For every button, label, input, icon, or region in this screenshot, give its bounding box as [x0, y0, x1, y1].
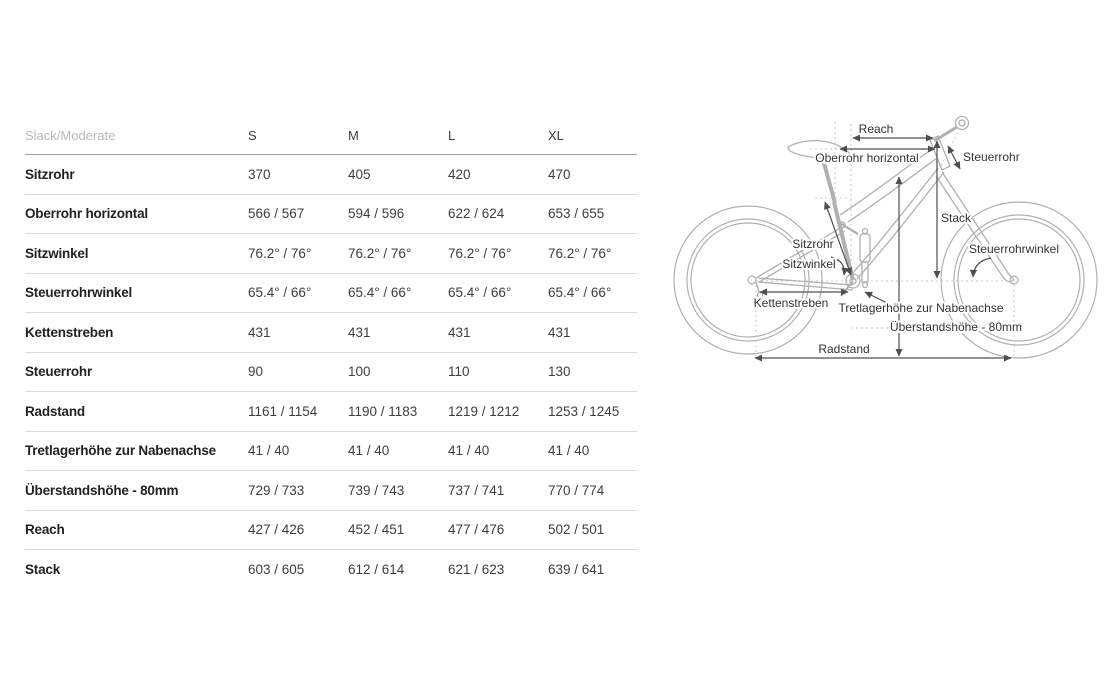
row-value: 639 / 641 — [548, 562, 605, 578]
row-value: 41 / 40 — [448, 443, 490, 459]
row-value: 431 — [448, 324, 471, 340]
sitzwinkel-label: Sitzwinkel — [782, 257, 836, 271]
row-value: 1219 / 1212 — [448, 403, 520, 419]
table-row — [25, 234, 637, 274]
column-header-s: S — [248, 128, 257, 143]
row-value: 729 / 733 — [248, 482, 305, 498]
table-row — [25, 471, 637, 511]
row-value: 65.4° / 66° — [348, 285, 412, 301]
bike-geometry-diagram — [672, 110, 1119, 430]
column-header-xl: XL — [548, 128, 564, 143]
row-value: 130 — [548, 364, 571, 380]
tretlagerhoehe-label: Tretlagerhöhe zur Nabenachse — [838, 301, 1004, 315]
row-value: 431 — [248, 324, 271, 340]
radstand-label: Radstand — [818, 342, 870, 356]
row-label: Steuerrohr — [25, 364, 93, 380]
row-label: Reach — [25, 522, 65, 538]
row-value: 770 / 774 — [548, 482, 605, 498]
ueberstandshoehe-label: Überstandshöhe - 80mm — [889, 320, 1023, 334]
steuerrohr-label: Steuerrohr — [963, 150, 1020, 164]
table-row — [25, 274, 637, 314]
wheels — [674, 202, 1097, 358]
row-value: 76.2° / 76° — [448, 245, 512, 261]
row-value: 739 / 743 — [348, 482, 405, 498]
row-value: 420 — [448, 166, 471, 182]
row-label: Sitzwinkel — [25, 245, 89, 261]
row-label: Überstandshöhe - 80mm — [25, 482, 179, 498]
table-row — [25, 313, 637, 353]
row-value: 41 / 40 — [548, 443, 590, 459]
kettenstreben-label: Kettenstreben — [753, 296, 829, 310]
row-value: 1190 / 1183 — [348, 403, 418, 419]
row-value: 65.4° / 66° — [548, 285, 612, 301]
row-value: 76.2° / 76° — [248, 245, 312, 261]
row-value: 76.2° / 76° — [548, 245, 612, 261]
row-value: 405 — [348, 166, 371, 182]
row-value: 65.4° / 66° — [248, 285, 312, 301]
row-value: 1161 / 1154 — [248, 403, 318, 419]
row-value: 427 / 426 — [248, 522, 305, 538]
column-header-m: M — [348, 128, 359, 143]
row-label: Sitzrohr — [25, 166, 75, 182]
row-value: 622 / 624 — [448, 206, 505, 222]
row-value: 603 / 605 — [248, 562, 305, 578]
table-row — [25, 353, 637, 393]
table-header-row — [25, 117, 637, 155]
row-value: 65.4° / 66° — [448, 285, 512, 301]
row-value: 41 / 40 — [248, 443, 290, 459]
table-row — [25, 550, 637, 590]
table-row — [25, 392, 637, 432]
reach-label: Reach — [858, 122, 894, 136]
diagram-labels — [754, 122, 1059, 356]
row-value: 90 — [248, 364, 264, 380]
table-row — [25, 511, 637, 551]
row-value: 594 / 596 — [348, 206, 405, 222]
oberrohr-label: Oberrohr horizontal — [815, 151, 919, 165]
row-value: 41 / 40 — [348, 443, 390, 459]
row-value: 612 / 614 — [348, 562, 405, 578]
row-value: 370 — [248, 166, 271, 182]
row-value: 477 / 476 — [448, 522, 505, 538]
row-value: 110 — [448, 364, 470, 380]
table-row — [25, 155, 637, 195]
row-value: 502 / 501 — [548, 522, 605, 538]
steuerrohrwinkel-arc — [973, 258, 991, 277]
table-row — [25, 195, 637, 235]
row-label: Radstand — [25, 403, 85, 419]
table-mode-header: Slack/Moderate — [25, 128, 116, 143]
stack-label: Stack — [941, 211, 972, 225]
row-value: 653 / 655 — [548, 206, 605, 222]
sitzrohr-label: Sitzrohr — [792, 237, 834, 251]
row-value: 470 — [548, 166, 571, 182]
row-label: Steuerrohrwinkel — [25, 285, 133, 301]
table-row — [25, 432, 637, 472]
row-value: 76.2° / 76° — [348, 245, 412, 261]
row-value: 452 / 451 — [348, 522, 405, 538]
row-label: Tretlagerhöhe zur Nabenachse — [25, 443, 216, 459]
row-value: 1253 / 1245 — [548, 403, 620, 419]
row-label: Kettenstreben — [25, 324, 114, 340]
row-label: Oberrohr horizontal — [25, 206, 148, 222]
row-value: 737 / 741 — [448, 482, 505, 498]
row-label: Stack — [25, 562, 61, 578]
table-body — [25, 155, 637, 590]
row-value: 431 — [548, 324, 571, 340]
row-value: 100 — [348, 364, 371, 380]
geometry-table — [25, 117, 637, 590]
row-value: 431 — [348, 324, 371, 340]
column-header-l: L — [448, 128, 456, 143]
row-value: 566 / 567 — [248, 206, 305, 222]
row-value: 621 / 623 — [448, 562, 505, 578]
steuerrohrwinkel-label: Steuerrohrwinkel — [968, 242, 1060, 256]
